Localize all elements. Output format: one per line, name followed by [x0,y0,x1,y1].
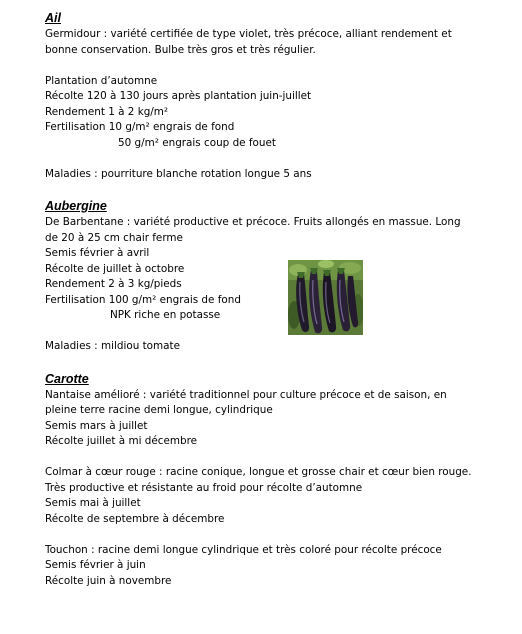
aubergine-line-7: NPK riche en potasse [110,309,221,321]
ail-line-1: Germidour : variété certifiée de type violet, très précoce, alliant rendement et [45,28,452,40]
carotte-line-2: pleine terre racine demi longue, cylindrique [45,404,273,416]
carotte-line-8: Récolte de septembre à décembre [45,512,225,525]
blank-line [45,450,515,466]
ail-line-7: 50 g/m² engrais coup de fouet [118,136,276,149]
carotte-line-5: Colmar à cœur rouge : racine conique, longue et grosse chair et cœur bien rouge. [45,466,472,478]
ail-line-8: Maladies : pourriture blanche rotation longue 5 ans [45,167,312,180]
carotte-line-4: Récolte juillet à mi décembre [45,435,198,447]
ail-line-5: Rendement 1 à 2 kg/m² [45,105,169,118]
aubergine-line-2: de 20 à 25 cm chair ferme [45,231,183,244]
section-gap [45,182,515,198]
blank-line [45,58,515,74]
carotte-line-11: Récolte juin à novembre [45,574,172,587]
carotte-line-7: Semis mai à juillet [45,497,141,509]
blank-line [45,527,515,543]
aubergine-line-3: Semis février à avril [45,247,150,259]
section-gap [45,355,515,371]
aubergine-line-6: Fertilisation 100 g/m² engrais de fond [45,293,241,306]
ail-line-2: bonne conservation. Bulbe très gros et très régulier. [45,43,316,56]
carotte-line-1: Nantaise amélioré : variété traditionnel pour culture précoce et de saison, en [45,388,447,401]
blank-line [45,151,515,167]
aubergine-line-1: De Barbentane : variété productive et précoce. Fruits allongés en massue. Long [45,216,461,228]
eggplant-photo [288,260,363,335]
aubergine-line-4: Récolte de juillet à octobre [45,262,185,275]
section-title-carotte: Carotte [45,371,89,386]
carotte-line-6: Très productive et résistante au froid pour récolte d’automne [45,481,363,494]
section-title-aubergine: Aubergine [45,199,107,213]
carotte-line-10: Semis février à juin [45,559,146,571]
ail-line-6: Fertilisation 10 g/m² engrais de fond [45,121,235,133]
carotte-line-9: Touchon : racine demi longue cylindrique et très coloré pour récolte précoce [45,543,442,556]
document-page [45,10,515,589]
aubergine-line-8: Maladies : mildiou tomate [45,340,180,352]
blank-line [45,324,515,340]
ail-line-3: Plantation d’automne [45,74,158,87]
aubergine-line-5: Rendement 2 à 3 kg/pieds [45,278,182,290]
ail-line-4: Récolte 120 à 130 jours après plantation juin-juillet [45,90,312,102]
section-title-ail: Ail [45,11,61,25]
carotte-line-3: Semis mars à juillet [45,419,148,432]
